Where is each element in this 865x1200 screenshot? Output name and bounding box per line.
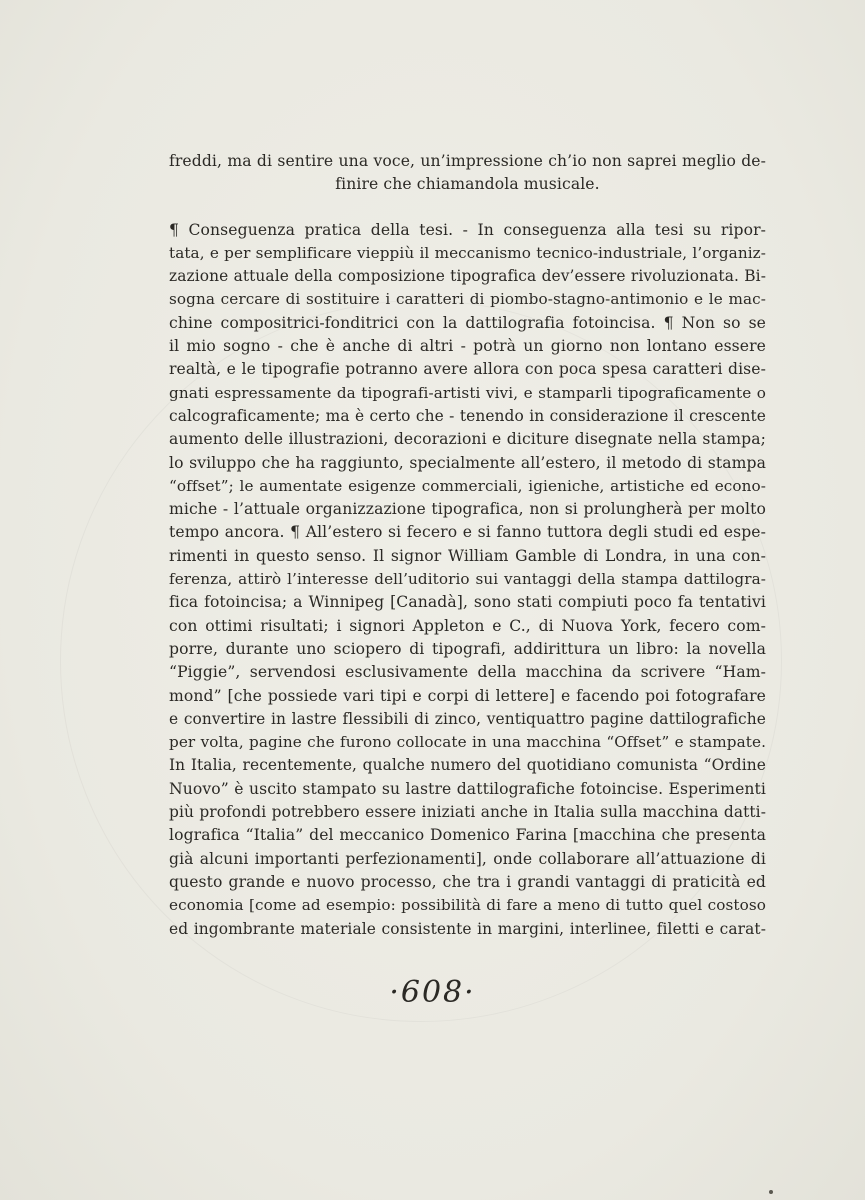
text-line: realtà, e le tipografie potranno avere allora con poca spesa caratteri dise- xyxy=(169,360,766,379)
paper-speck xyxy=(769,1190,773,1194)
text-line: il mio sogno - che è anche di altri - potrà un giorno non lontano essere xyxy=(169,337,766,356)
text-line: per volta, pagine che furono collocate in una macchina “Offset” e stampate. xyxy=(169,733,766,752)
text-line: gnati espressamente da tipografi-artisti vivi, e stamparli tipograficamente o xyxy=(169,383,766,402)
text-line: porre, durante uno sciopero di tipografi, addirittura un libro: la novella xyxy=(169,639,766,658)
text-line: economia [come ad esempio: possibilità di fare a meno di tutto quel costoso xyxy=(169,896,766,915)
text-line: miche - l’attuale organizzazione tipografica, non si prolungherà per molto xyxy=(169,500,766,519)
text-block xyxy=(169,150,766,941)
page-number: ·608· xyxy=(389,975,476,1010)
text-line: ¶ Conseguenza pratica della tesi. - In conseguenza alla tesi su ripor- xyxy=(169,220,766,239)
text-line: già alcuni importanti perfezionamenti], onde collaborare all’attuazione di xyxy=(169,849,766,868)
text-line: “offset”; le aumentate esigenze commerciali, igieniche, artistiche ed econo- xyxy=(169,476,766,495)
text-line: calcograficamente; ma è certo che - tenendo in considerazione il crescente xyxy=(169,406,766,425)
text-line: finire che chiamandola musicale. xyxy=(335,175,600,194)
text-line: con ottimi risultati; i signori Appleton e C., di Nuova York, fecero com- xyxy=(169,616,766,635)
text-line: chine compositrici-fonditrici con la dattilografia fotoincisa. ¶ Non so se xyxy=(169,313,766,332)
text-line: sogna cercare di sostituire i caratteri di piombo-stagno-antimonio e le mac- xyxy=(169,290,766,309)
text-line: tempo ancora. ¶ All’estero si fecero e si fanno tuttora degli studi ed espe- xyxy=(169,523,766,542)
text-line: fica fotoincisa; a Winnipeg [Canadà], sono stati compiuti poco fa tentativi xyxy=(169,593,766,612)
text-line: lografica “Italia” del meccanico Domenico Farina [macchina che presenta xyxy=(169,826,766,845)
text-line: questo grande e nuovo processo, che tra i grandi vantaggi di praticità ed xyxy=(169,872,766,891)
text-line: e convertire in lastre flessibili di zinco, ventiquattro pagine dattilografiche xyxy=(169,709,766,728)
text-line: freddi, ma di sentire una voce, un’impressione ch’io non saprei meglio de- xyxy=(169,152,766,170)
text-line: “Piggie”, servendosi esclusivamente della macchina da scrivere “Ham- xyxy=(169,663,766,682)
text-line: zazione attuale della composizione tipografica dev’essere rivoluzionata. Bi- xyxy=(169,267,766,286)
text-line: mond” [che possiede vari tipi e corpi di lettere] e facendo poi fotografare xyxy=(169,686,766,705)
text-line: Nuovo” è uscito stampato su lastre dattilografiche fotoincise. Esperimenti xyxy=(169,779,766,798)
text-line: lo sviluppo che ha raggiunto, specialmente all’estero, il metodo di stampa xyxy=(169,453,766,472)
text-line: rimenti in questo senso. Il signor William Gamble di Londra, in una con- xyxy=(169,546,766,565)
text-line: aumento delle illustrazioni, decorazioni e diciture disegnate nella stampa; xyxy=(169,430,766,449)
text-line: In Italia, recentemente, qualche numero del quotidiano comunista “Ordine xyxy=(169,756,766,775)
paragraph-gap xyxy=(169,197,766,219)
text-line: ferenza, attirò l’interesse dell’uditorio sui vantaggi della stampa dattilogra- xyxy=(169,570,766,589)
text-line: più profondi potrebbero essere iniziati anche in Italia sulla macchina datti- xyxy=(169,803,766,822)
text-line: ed ingombrante materiale consistente in margini, interlinee, filetti e carat- xyxy=(169,919,766,938)
text-line: tata, e per semplificare vieppiù il meccanismo tecnico-industriale, l’organiz- xyxy=(169,243,766,262)
